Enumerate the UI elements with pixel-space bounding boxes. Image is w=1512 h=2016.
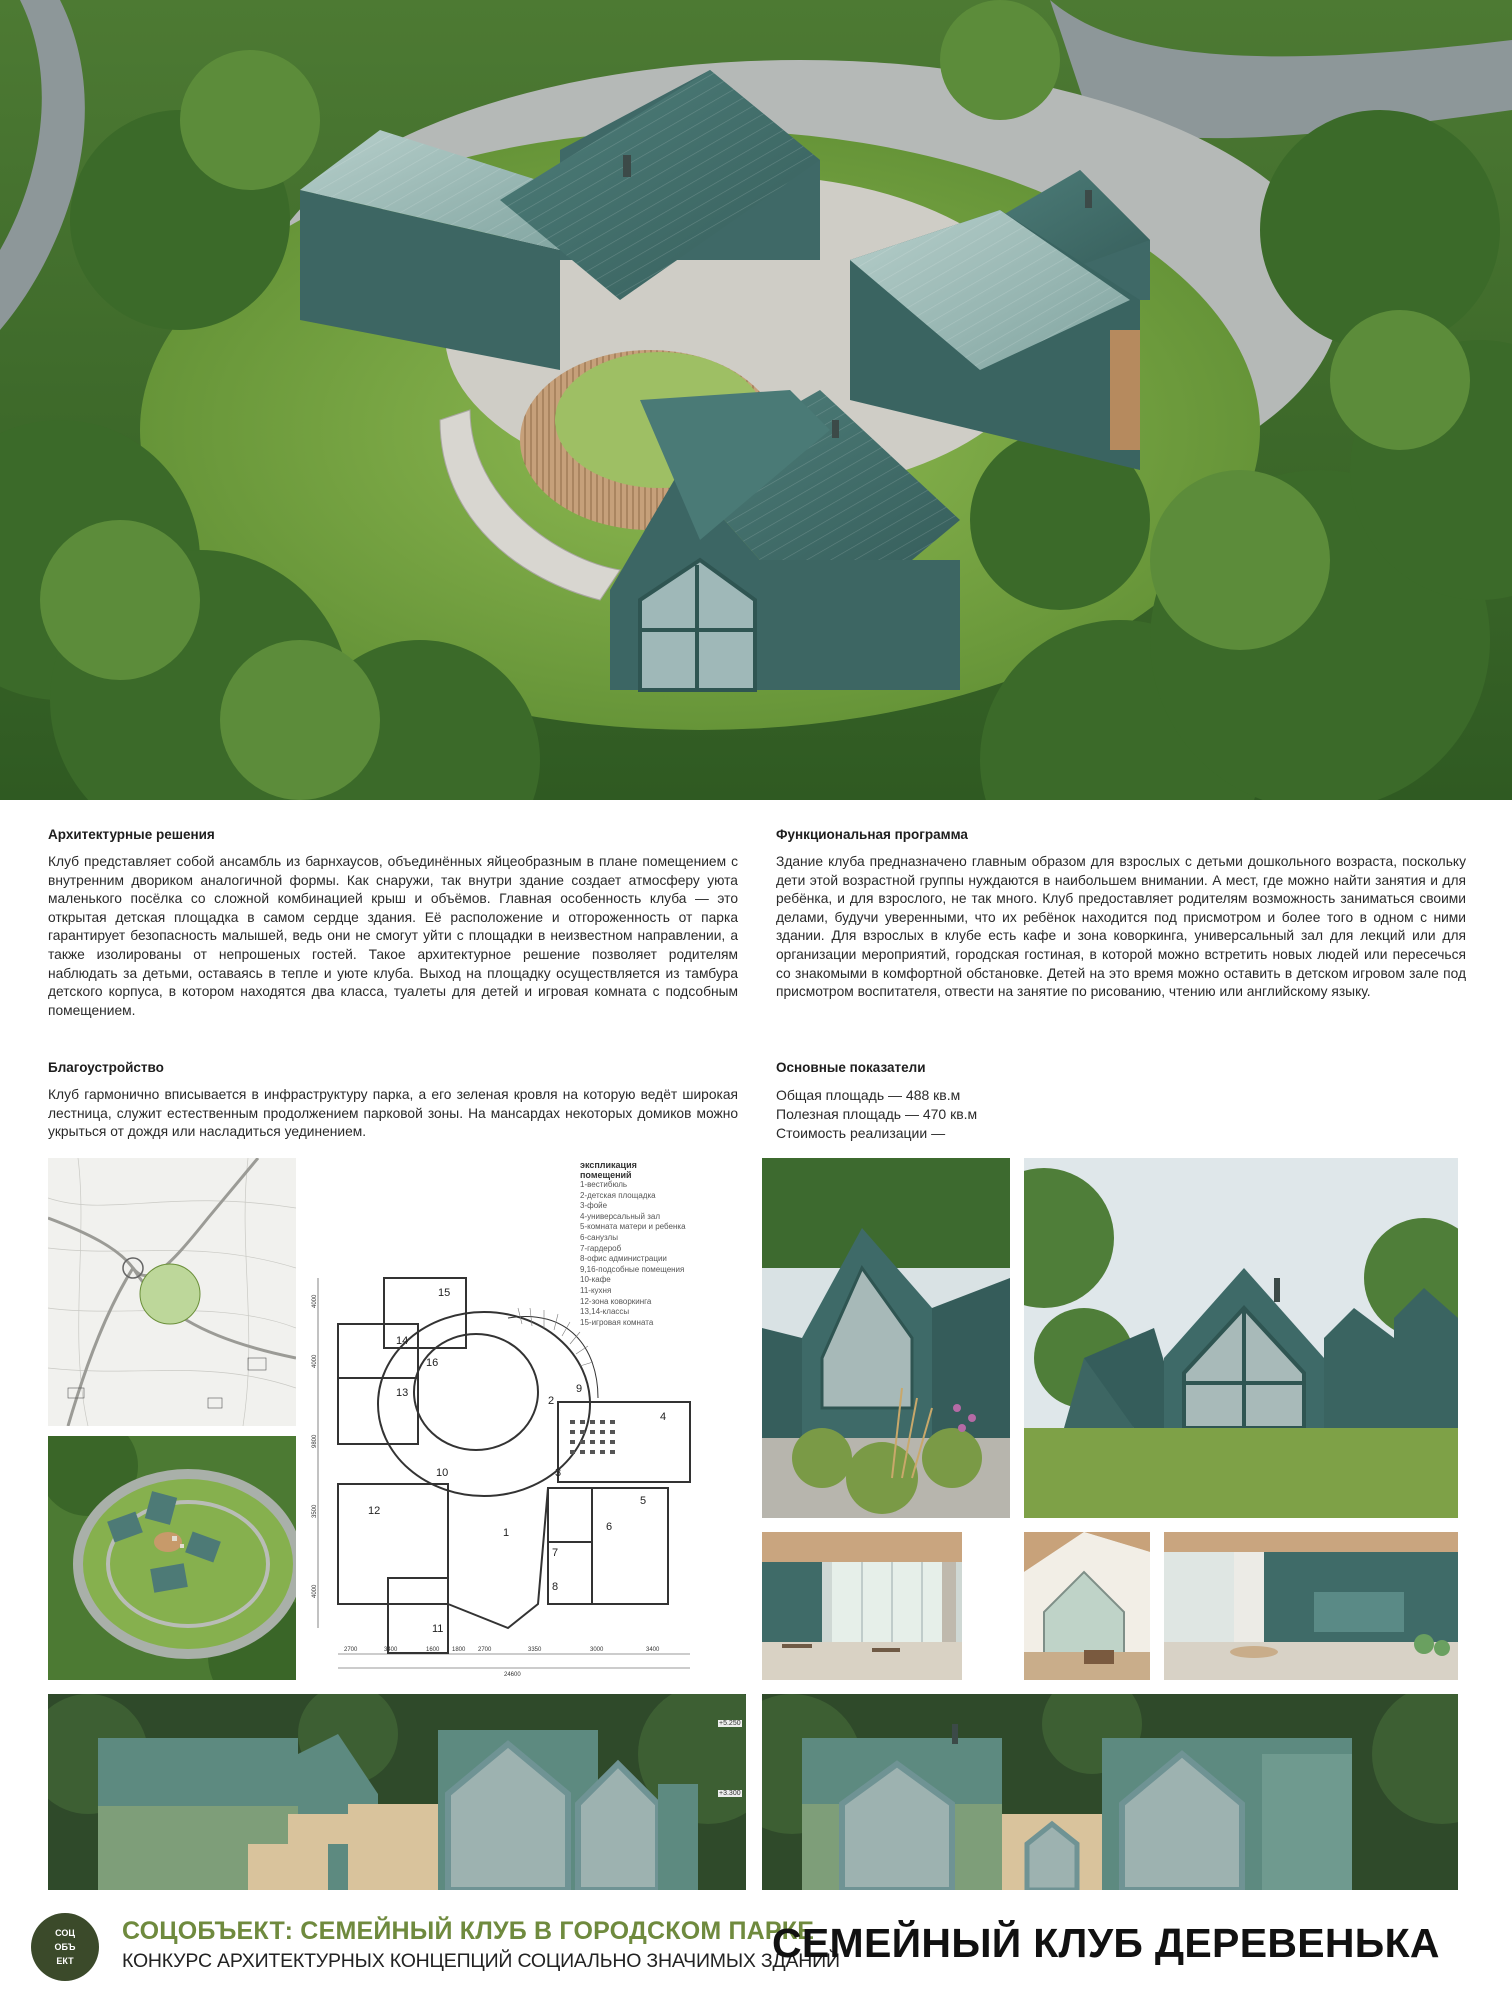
competition-title	[122, 1917, 840, 1973]
logo-line-3: ЕКТ	[56, 1956, 74, 1966]
aerial-thumbnail	[48, 1436, 296, 1680]
room-3: 3	[555, 1467, 562, 1479]
room-2: 2	[548, 1395, 555, 1407]
interior-render-lounge	[1164, 1532, 1458, 1680]
architecture-title: Архитектурные решения	[48, 827, 215, 842]
room-7: 7	[552, 1547, 559, 1559]
dim-total: 24600	[504, 1672, 521, 1678]
cost: Стоимость реализации —	[776, 1125, 946, 1141]
competition-title-line2: КОНКУРС АРХИТЕКТУРНЫХ КОНЦЕПЦИЙ СОЦИАЛЬНО ЗНАЧИМЫХ ЗДАНИЙ	[122, 1950, 840, 1972]
dim-left-5: 4000	[312, 1584, 318, 1598]
dim-2: 3400	[384, 1647, 398, 1653]
legend-item: 4-универсальный зал	[580, 1211, 660, 1221]
interior-render-attic	[1024, 1532, 1150, 1680]
dim-8: 3400	[646, 1647, 660, 1653]
architecture-section	[48, 827, 738, 1020]
interior-render-cafe	[762, 1532, 962, 1680]
legend-item: 10-кафе	[580, 1275, 611, 1285]
dim-6: 3350	[528, 1647, 542, 1653]
legend-item: 9,16-подсобные помещения	[580, 1264, 685, 1274]
elevation-mark-top: +5.250	[719, 1720, 741, 1727]
dim-left-1: 4000	[312, 1294, 318, 1308]
competition-title-line1: СОЦОБЪЕКТ: СЕМЕЙНЫЙ КЛУБ В ГОРОДСКОМ ПАРКЕ	[122, 1917, 815, 1945]
total-area: Общая площадь — 488 кв.м	[776, 1087, 961, 1103]
elevation-left	[48, 1694, 746, 1890]
elevation-right	[762, 1694, 1458, 1890]
legend-item: 12-зона коворкинга	[580, 1296, 652, 1306]
legend-item: 6-санузлы	[580, 1232, 618, 1242]
room-10: 10	[436, 1467, 449, 1479]
legend-item: 1-вестибюль	[580, 1180, 628, 1189]
dim-left-2: 4000	[312, 1354, 318, 1368]
project-title: СЕМЕЙНЫЙ КЛУБ ДЕРЕВЕНЬКА	[772, 1920, 1440, 1966]
landscaping-text: Клуб гармонично вписывается в инфраструктуру парка, а его зеленая кровля на которую ведёт широкая лестница, служит естественным продолжением парковой зоны. На мансардах некоторых домиков можно укрыться от дождя или насладиться уединением.	[48, 1087, 738, 1140]
floor-plan	[308, 1158, 740, 1680]
dim-3: 1600	[426, 1647, 440, 1653]
exterior-render-front	[1024, 1158, 1458, 1518]
legend-item: 7-гардероб	[580, 1243, 622, 1253]
landscaping-title: Благоустройство	[48, 1060, 164, 1075]
program-title: Функциональная программа	[776, 827, 968, 842]
dim-4: 1800	[452, 1647, 466, 1653]
dim-left-3: 9800	[312, 1434, 318, 1448]
logo-line-2: ОБЪ	[54, 1942, 76, 1952]
soc-object-logo	[30, 1912, 100, 1982]
legend-item: 8-офис администрации	[580, 1254, 667, 1264]
room-15: 15	[438, 1287, 451, 1299]
indicators-section	[776, 1060, 1466, 1143]
site-plan	[48, 1158, 296, 1426]
dim-5: 2700	[478, 1647, 492, 1653]
usable-area: Полезная площадь — 470 кв.м	[776, 1106, 978, 1122]
legend-item: 5-комната матери и ребенка	[580, 1222, 686, 1232]
architecture-text: Клуб представляет собой ансамбль из барнхаусов, объединённых яйцеобразным в плане помещением с внутренним двориком аналогичной формы. Как снаружи, так внутри здание создает атмосферу уюта маленького посёлка со сложной комбинацией крыш и объёмов. Главная особенность клуба — это открытая детская площадка в самом сердце здания. Её расположение и отгороженность от парка гарантирует безопасность малышей, ведь они не смогут уйти с площадки в неизвестном направлении, а также изолированы от непрошеных гостей. Такое архитектурное решение позволяет родителям наблюдать за детьми, оставаясь в тепле и уюте клуба. Выход на площадку осуществляется из тамбура детского корпуса, в котором находятся два класса, туалеты для детей и игровая комната с подсобным помещением.	[48, 854, 738, 1018]
program-text: Здание клуба предназначено главным образом для взрослых с детьми дошкольного возраста, поскольку дети этой возрастной группы нуждаются в наибольшем внимании. А мест, где можно найти занятия и для ребёнка, и для взрослого, не так много. Клуб предоставляет родителям возможность заниматься своими делами, будучи уверенными, что их ребёнок находится под присмотром и более того в одном с ними здании. Для взрослых в клубе есть кафе и зона коворкинга, универсальный зал для лекций или для организации мероприятий, городская гостиная, в которой можно встретить новых людей или пересечься со знакомыми в комфортной обстановке. Детей на это время можно оставить в детском игровом зале под присмотром воспитателя, отвести на занятие по рисованию, чтению или английскому языку.	[776, 854, 1466, 1000]
logo-line-1: СОЦ	[55, 1928, 75, 1938]
legend-title-2: помещений	[580, 1170, 632, 1180]
room-9: 9	[576, 1383, 583, 1395]
indicators-title: Основные показатели	[776, 1060, 926, 1075]
room-12: 12	[368, 1505, 381, 1517]
room-1: 1	[503, 1527, 510, 1539]
room-5: 5	[640, 1495, 647, 1507]
room-14: 14	[396, 1335, 409, 1347]
room-11: 11	[432, 1623, 444, 1635]
room-6: 6	[606, 1521, 613, 1533]
dim-7: 3000	[590, 1647, 604, 1653]
legend-title-1: экспликация	[580, 1160, 637, 1170]
legend-item: 13,14-классы	[580, 1307, 630, 1317]
plan-legend	[580, 1160, 738, 1328]
room-8: 8	[552, 1581, 559, 1593]
legend-item: 15-игровая комната	[580, 1317, 654, 1327]
program-section	[776, 827, 1466, 1002]
room-13: 13	[396, 1387, 409, 1399]
legend-item: 2-детская площадка	[580, 1190, 656, 1200]
landscaping-section	[48, 1060, 738, 1142]
dim-1: 2700	[344, 1647, 358, 1653]
legend-item: 3-фойе	[580, 1201, 608, 1211]
dim-left-4: 3500	[312, 1504, 318, 1518]
aerial-render	[0, 0, 1512, 800]
room-4: 4	[660, 1411, 667, 1423]
legend-item: 11-кухня	[580, 1285, 612, 1295]
room-16: 16	[426, 1357, 439, 1369]
elevation-mark-mid: +3.300	[719, 1790, 741, 1797]
exterior-render-side	[762, 1158, 1010, 1518]
